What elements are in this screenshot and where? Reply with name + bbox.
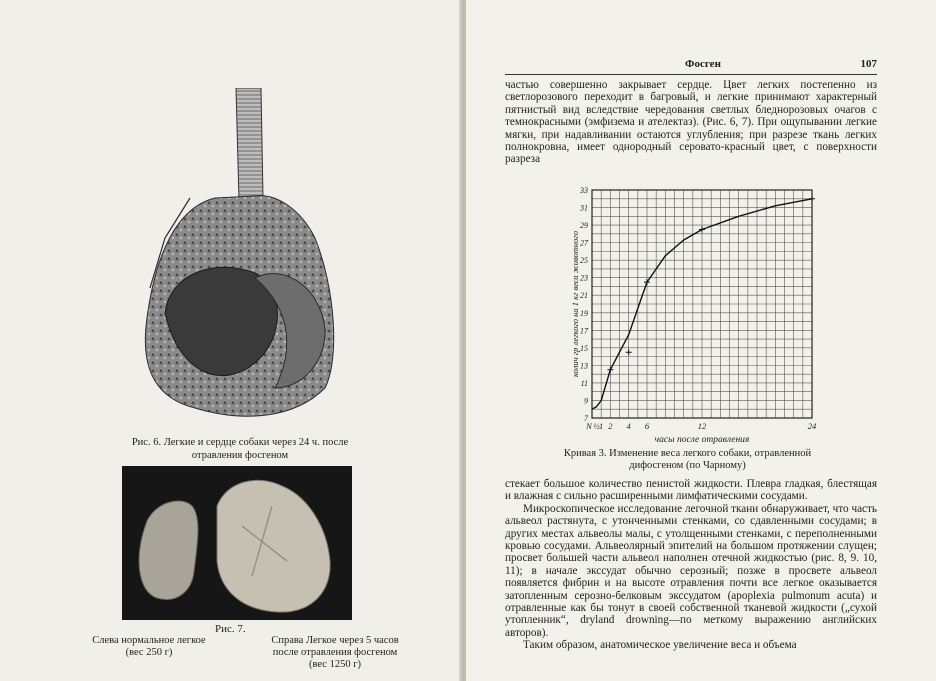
- chart-y-tick-label: 9: [584, 396, 588, 406]
- chart-y-tick-label: 31: [580, 203, 588, 213]
- top-paragraph: частью совершенно закрывает сердце. Цвет легких постепенно из светлорозового переходит в багровый, и легкие принимают характерный пятнистый вид вследствие чередования светлых бледнорозовых очагов с темнокрасными (эмфизема и ателектаз). (Рис. 6, 7). При ощупывании легкие мягки, при надавливании остаются углубления; при разрезе ткань легких полнокровна, имеет однородный серовато-красный цвет, с поверхности разреза: [505, 79, 877, 166]
- chart-x-tick-label: 6: [644, 421, 650, 431]
- chart-x-tick-label: 24: [807, 421, 817, 431]
- chart-data-point-marker: [626, 349, 632, 355]
- chart-y-tick-label: 19: [580, 308, 588, 318]
- top-paragraph-block: [505, 79, 877, 166]
- chart-y-tick-label: 17: [580, 326, 588, 336]
- chart-x-axis-label: часы после отравления: [654, 435, 750, 445]
- chart-data-point-marker: [699, 226, 705, 232]
- chart-y-tick-label: 33: [580, 186, 588, 195]
- running-header: [505, 56, 877, 75]
- figure-7-left-caption-line: (вес 250 г): [125, 647, 173, 658]
- chart-x-tick-label: ½: [593, 421, 600, 431]
- chart-y-tick-label: 25: [580, 256, 588, 266]
- figure-7-left-caption: [74, 635, 224, 659]
- figure-6-lungs-heart-illustration: [135, 88, 345, 428]
- figure-7-label: Рис. 7.: [215, 623, 246, 635]
- chart-x-tick-label: 4: [626, 421, 631, 431]
- chart-y-tick-label: 29: [580, 221, 588, 231]
- paragraph-microscopy: Микроскопическое исследование легочной ткани обнаруживает, что часть альвеол растянута, с утонченными стенками, со сдавленными сосудами; в других местах альвеолы малы, с утолщенными стенками, с переполненными кровью сосудами. Альвеолярный эпителий на большом протяжении слущен; просвет большей части альвеол наполнен отечной жидкостью (рис. 8, 9. 10, 11); в начале экссудат обычно серозный; позже в просвете альвеол появляется фибрин и на высоте отравления почти все легкое оказывается затопленным серозно-белковым экссудатом (apoplexia pulmonum acuta) и отравленные как бы тонут в своей собственной тканевой жидкости („сухой утопленник“, dryland drowning—по меткому выражению английских авторов).: [505, 502, 877, 639]
- chart-x-tick-label: 2: [608, 421, 613, 431]
- paragraph-after-chart: стекает большое количество пенистой жидкости. Плевра гладкая, блестящая и влажная с сильно расширенными лимфатическими сосудами.: [505, 478, 877, 503]
- chart-x-tick-label: 1: [599, 421, 604, 431]
- chart-x-tick-label: N: [586, 421, 592, 431]
- figure-7-left-caption-line: Слева нормальное легкое: [92, 635, 206, 646]
- chart-y-tick-label: 13: [580, 361, 588, 371]
- figure-7-right-caption-line: после отравления фосгеном: [272, 647, 398, 658]
- figure-6-caption: Рис. 6. Легкие и сердце собаки через 24 ч. после отравления фосгеном: [131, 437, 349, 461]
- weight-change-chart: [566, 186, 831, 446]
- chart-y-tick-label: 11: [580, 378, 588, 388]
- paragraph-last: Таким образом, анатомическое увеличение веса и объема: [523, 639, 797, 652]
- chart-y-tick-label: 27: [580, 238, 588, 248]
- chart-y-tick-label: 15: [580, 343, 588, 353]
- chart-y-tick-label: 7: [584, 414, 588, 423]
- figure-7-right-caption: [255, 635, 415, 671]
- figure-7-right-caption-line: Справа Легкое через 5 часов: [271, 635, 399, 646]
- chart-data-point-marker: [809, 196, 815, 202]
- chart-y-tick-label: 23: [580, 273, 588, 283]
- chart-y-axis-label: колич гр легкого на 1 кг веса животного: [570, 231, 580, 377]
- left-page: [0, 0, 462, 681]
- page-number: 107: [860, 58, 877, 70]
- chart-caption: Кривая 3. Изменение веса легкого собаки, отравленной дифосгеном (по Чарному): [563, 448, 812, 471]
- chart-data-point-marker: [607, 367, 613, 373]
- body-text-block: [505, 478, 877, 652]
- running-header-title: Фосген: [685, 58, 721, 70]
- chart-y-tick-label: 21: [580, 291, 588, 301]
- figure-7-lungs-photo-image: [122, 466, 352, 620]
- figure-7-right-caption-line: (вес 1250 г): [308, 659, 362, 670]
- figure-7-photo: [122, 466, 352, 620]
- chart-x-tick-label: 12: [697, 421, 707, 431]
